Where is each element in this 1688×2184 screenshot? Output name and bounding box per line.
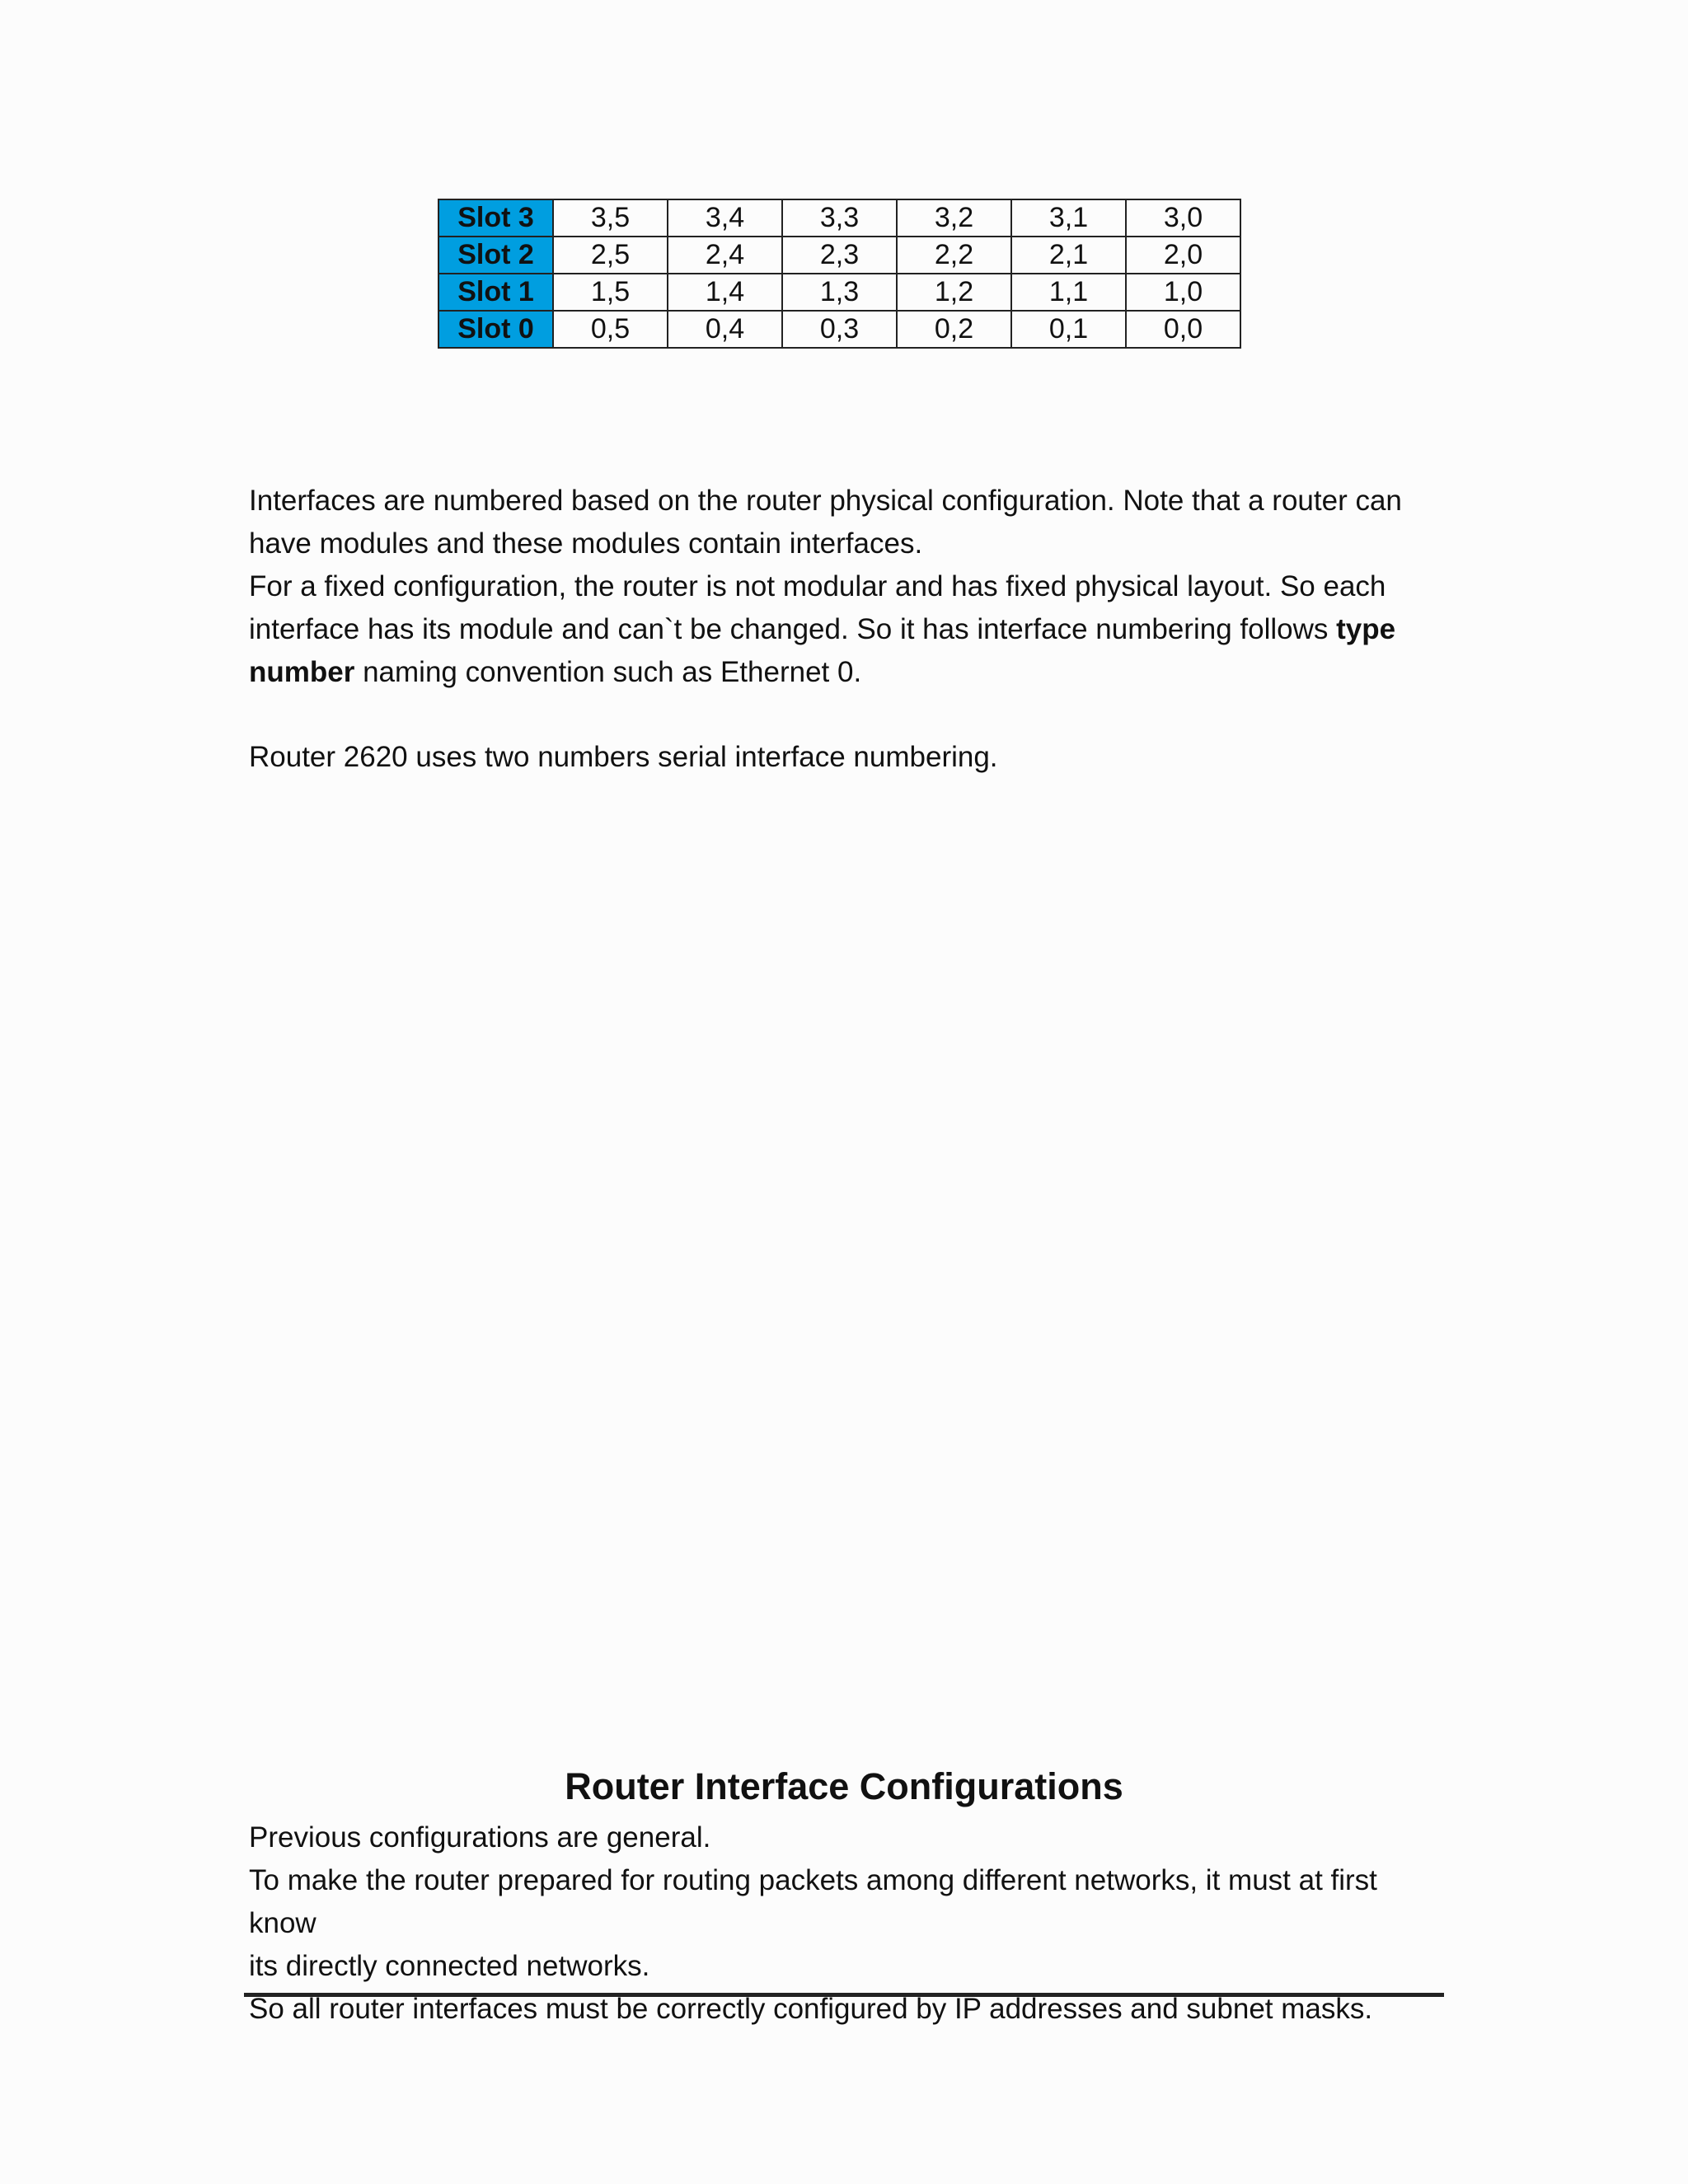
text-run: interface has its module and can`t be changed. So it has interface numbering follows [249, 613, 1337, 645]
slot-label: Slot 0 [438, 311, 553, 348]
table-row [438, 237, 1240, 274]
section-paragraph [249, 1816, 1452, 2031]
table-cell: 0,3 [782, 311, 897, 348]
table-cell: 1,5 [553, 274, 668, 311]
slot-label: Slot 3 [438, 199, 553, 237]
table-cell: 3,4 [668, 199, 782, 237]
table-row [438, 274, 1240, 311]
double-rule-divider [244, 1993, 1444, 1997]
table-row [438, 311, 1240, 348]
table-cell: 2,5 [553, 237, 668, 274]
table-cell: 1,0 [1126, 274, 1240, 311]
table-cell: 2,1 [1011, 237, 1126, 274]
table-cell: 1,3 [782, 274, 897, 311]
table-cell: 3,0 [1126, 199, 1240, 237]
text-line [249, 651, 1452, 694]
table-cell: 3,5 [553, 199, 668, 237]
slot-label: Slot 2 [438, 237, 553, 274]
section-heading: Router Interface Configurations [565, 1765, 1123, 1807]
text-line: Interfaces are numbered based on the router physical configuration. Note that a router can [249, 485, 1402, 517]
slot-label: Slot 1 [438, 274, 553, 311]
table-cell: 0,2 [897, 311, 1011, 348]
text-line: its directly connected networks. [249, 1950, 650, 1982]
intro-paragraph [249, 480, 1452, 694]
table-row [438, 199, 1240, 237]
router-note: Router 2620 uses two numbers serial interface numbering. [249, 741, 998, 773]
table-cell: 1,4 [668, 274, 782, 311]
table-cell: 0,5 [553, 311, 668, 348]
table-cell: 0,1 [1011, 311, 1126, 348]
text-line: have modules and these modules contain interfaces. [249, 527, 923, 560]
text-line: To make the router prepared for routing packets among different networks, it must at first know [249, 1864, 1377, 1939]
table-cell: 0,4 [668, 311, 782, 348]
bold-term-type: type [1336, 613, 1396, 645]
table-cell: 2,0 [1126, 237, 1240, 274]
table-cell: 2,3 [782, 237, 897, 274]
text-line [249, 608, 1452, 651]
table-cell: 2,4 [668, 237, 782, 274]
table-cell: 1,2 [897, 274, 1011, 311]
table-cell: 3,1 [1011, 199, 1126, 237]
table-cell: 2,2 [897, 237, 1011, 274]
table-cell: 3,3 [782, 199, 897, 237]
slot-interface-table [438, 199, 1241, 349]
text-run: naming convention such as Ethernet 0. [354, 656, 862, 688]
text-line: So all router interfaces must be correctly configured by IP addresses and subnet masks. [249, 1993, 1373, 2025]
table-cell: 3,2 [897, 199, 1011, 237]
table-cell: 0,0 [1126, 311, 1240, 348]
text-line: Previous configurations are general. [249, 1821, 711, 1854]
bold-term-number: number [249, 656, 355, 688]
text-line: For a fixed configuration, the router is not modular and has fixed physical layout. So each [249, 570, 1386, 602]
table-cell: 1,1 [1011, 274, 1126, 311]
